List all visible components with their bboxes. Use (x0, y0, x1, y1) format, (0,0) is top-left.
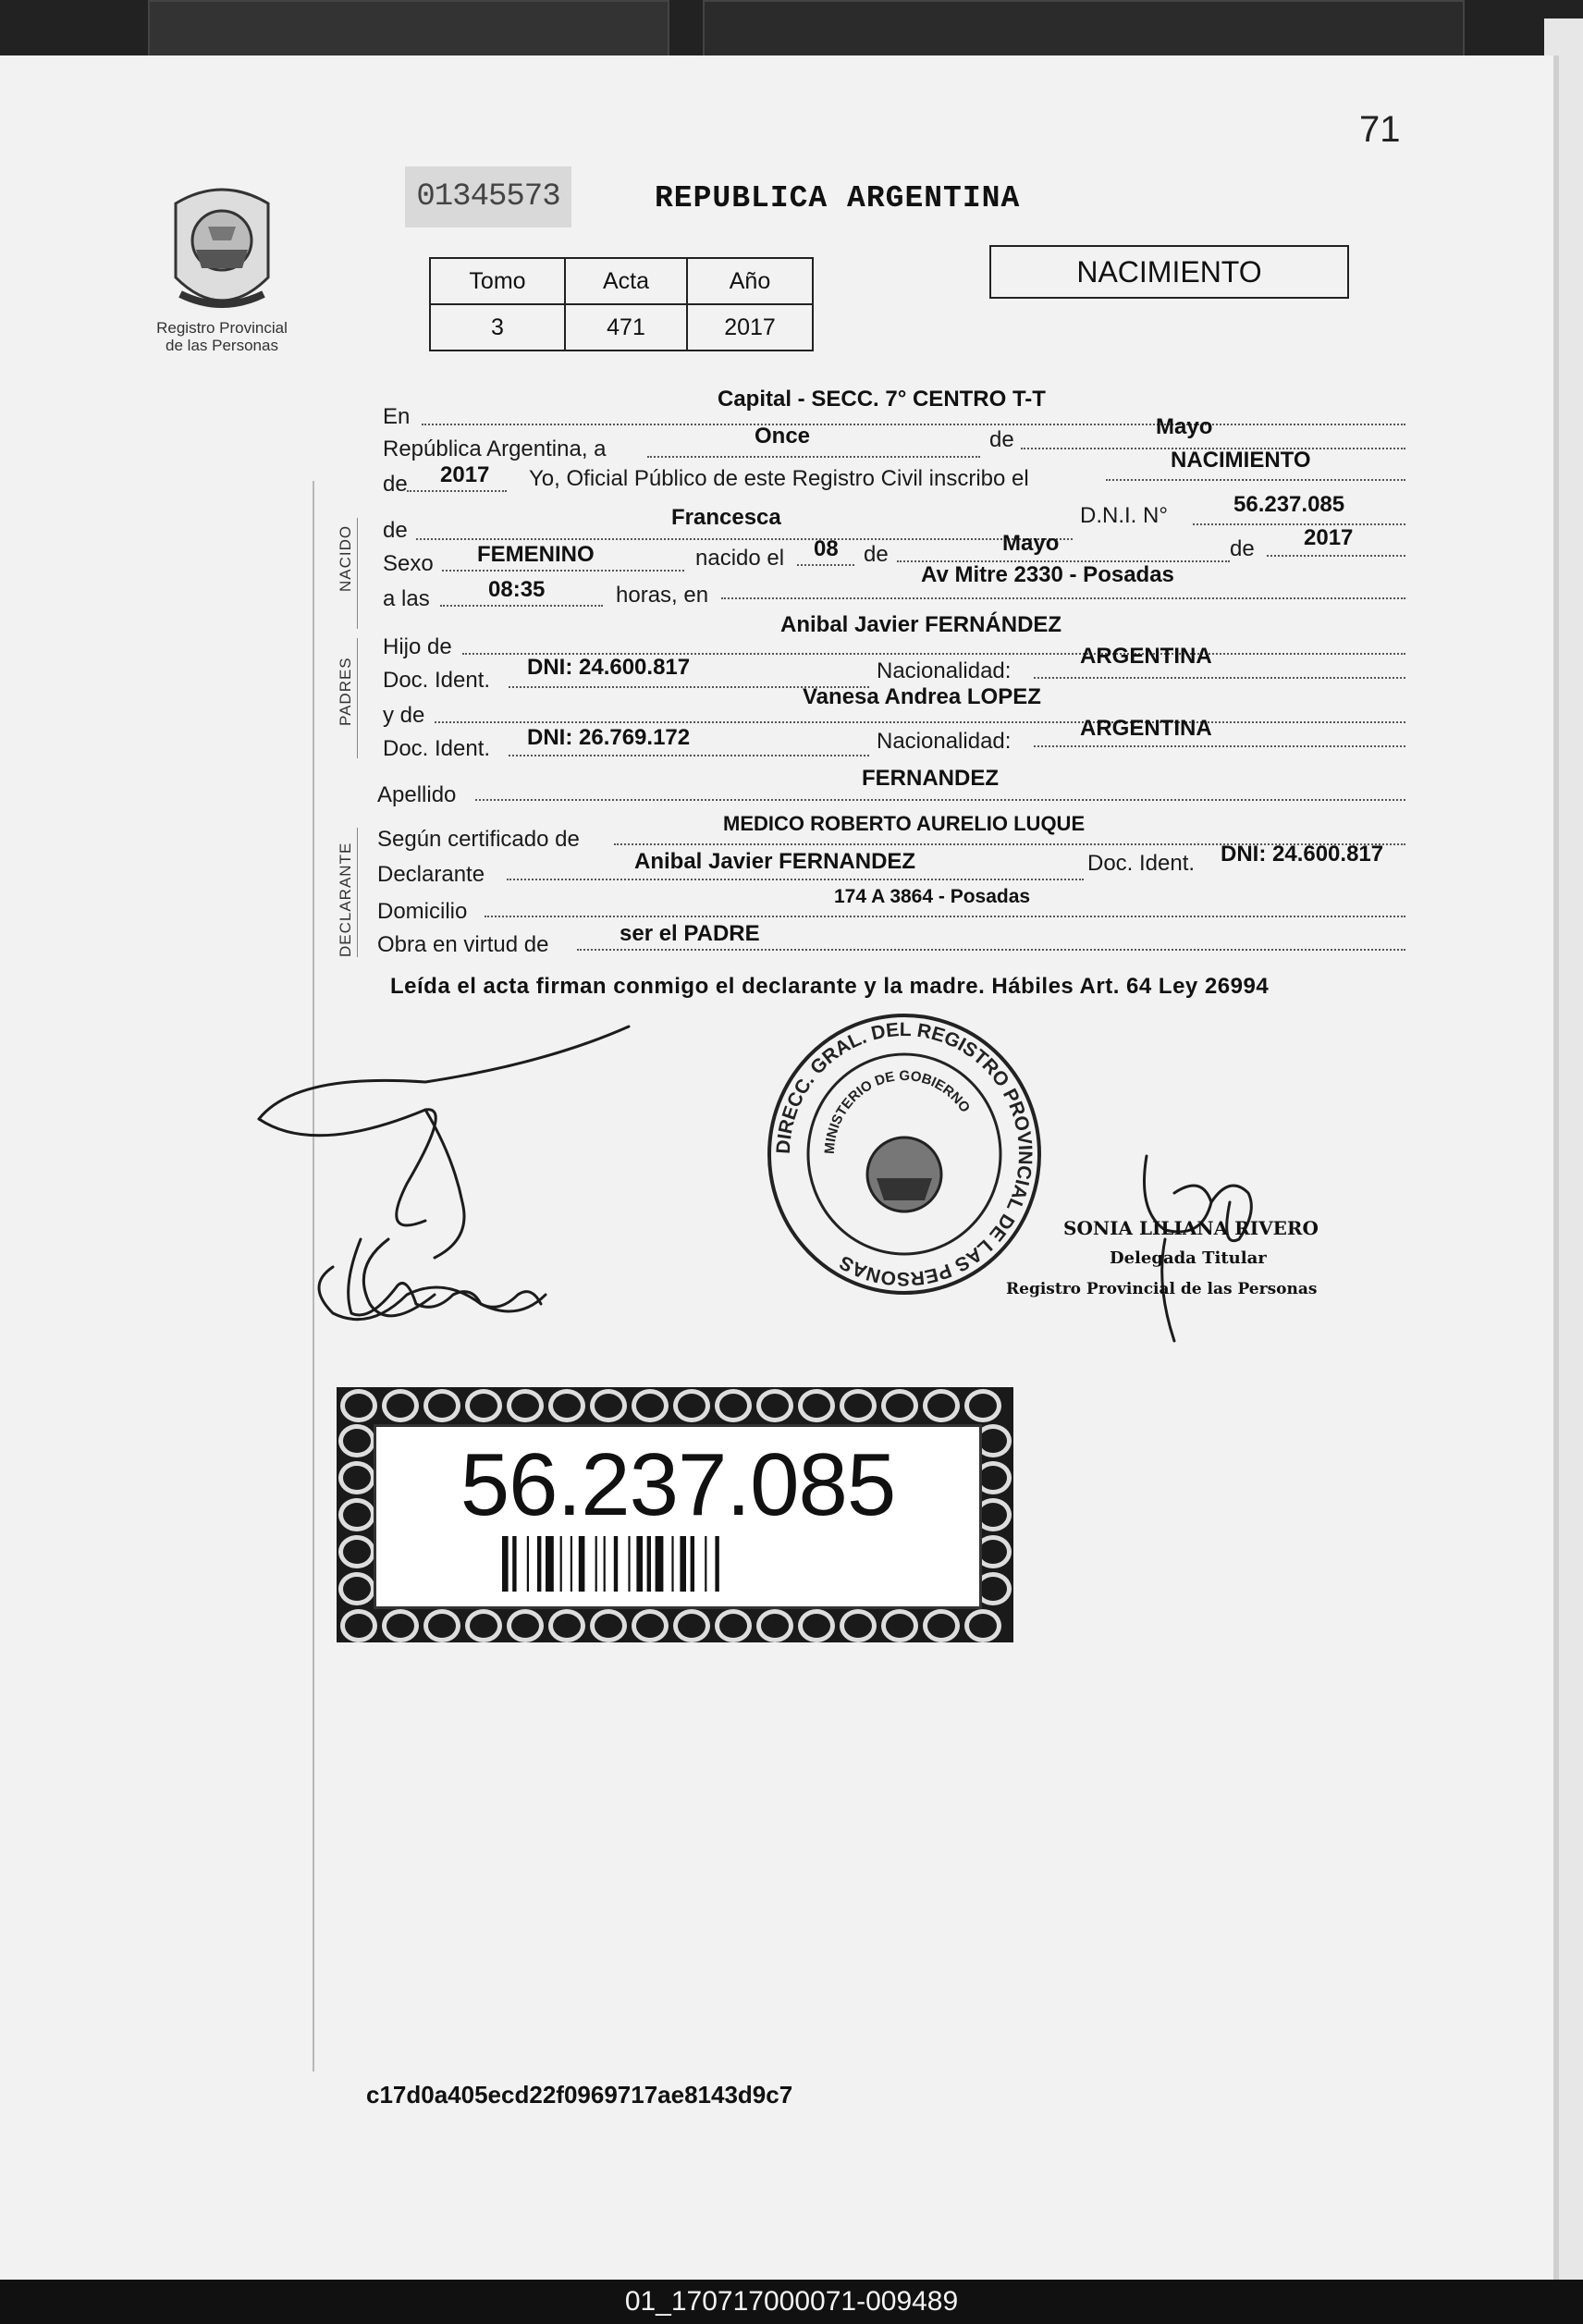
label-de-child: de (383, 518, 408, 543)
official-name: SONIA LILIANA RIVERO (1063, 1217, 1319, 1239)
barcode-bar (636, 1536, 643, 1592)
stamp-outer-text: DIRECC. GRAL. DEL REGISTRO PROVINCIAL DE LAS PERSONAS (772, 1018, 1037, 1290)
province-emblem-icon (157, 176, 287, 333)
border-pattern (423, 1389, 460, 1422)
dotted-line (440, 605, 603, 607)
label-certificado: Según certificado de (377, 827, 580, 852)
border-pattern (338, 1498, 375, 1531)
label-doc-ident: Doc. Ident. (383, 668, 491, 693)
label-declarante: Declarante (377, 862, 485, 887)
border-pattern (507, 1609, 544, 1642)
barcode-bar (527, 1536, 529, 1592)
border-pattern (340, 1609, 377, 1642)
border-pattern (964, 1609, 1001, 1642)
border-pattern (756, 1389, 793, 1422)
value-father-nationality: ARGENTINA (1080, 644, 1212, 669)
label-hijo-de: Hijo de (383, 634, 452, 659)
barcode-bar (671, 1536, 673, 1592)
dotted-line (416, 538, 1073, 540)
border-pattern (338, 1424, 375, 1457)
official-title: Delegada Titular (1110, 1248, 1267, 1268)
barcode-bar (512, 1536, 516, 1592)
barcode-panel (374, 1424, 982, 1609)
border-pattern (338, 1535, 375, 1568)
value-father-doc: DNI: 24.600.817 (527, 655, 691, 680)
dotted-line (485, 916, 1405, 917)
value-birth-month: Mayo (1002, 531, 1060, 556)
dotted-line (435, 721, 1405, 723)
value-month: Mayo (1156, 414, 1213, 439)
value-birth-day: 08 (814, 536, 839, 561)
dotted-line (577, 949, 1405, 951)
table-cell: 2017 (687, 304, 813, 350)
act-table (429, 257, 814, 351)
label-doc-ident: Doc. Ident. (383, 736, 491, 761)
value-place: Capital - SECC. 7° CENTRO T-T (718, 387, 1046, 412)
border-pattern (798, 1389, 835, 1422)
value-certificate: MEDICO ROBERTO AURELIO LUQUE (723, 812, 1086, 835)
barcode-bar (560, 1536, 562, 1592)
side-label-declarante: DECLARANTE (337, 842, 354, 957)
value-birth-time: 08:35 (488, 577, 546, 602)
label-year-prefix: de (383, 472, 408, 497)
serial-number: 01345573 (405, 166, 571, 227)
border-pattern (673, 1609, 710, 1642)
signature-mother (324, 1202, 564, 1341)
barcode-bar (595, 1536, 597, 1592)
dotted-line (797, 564, 854, 566)
dotted-line (1267, 555, 1405, 557)
value-declarant: Anibal Javier FERNANDEZ (634, 849, 916, 874)
value-surname: FERNANDEZ (862, 766, 999, 791)
border-pattern (798, 1609, 835, 1642)
value-child-name: Francesca (671, 505, 781, 530)
registry-label: Registro Provincial de las Personas (156, 319, 288, 354)
border-pattern (840, 1389, 877, 1422)
section-divider (357, 518, 358, 629)
barcode-bar (546, 1536, 554, 1592)
dotted-line (407, 490, 507, 492)
country-heading: REPUBLICA ARGENTINA (655, 181, 1021, 215)
border-pattern (923, 1389, 960, 1422)
dotted-line (1106, 479, 1405, 481)
barcode-bar (715, 1536, 718, 1592)
barcode-bar (656, 1536, 664, 1592)
footer-id: 01_170717000071-009489 (0, 2280, 1583, 2324)
barcode-bar (647, 1536, 651, 1592)
border-pattern (590, 1389, 627, 1422)
border-pattern (548, 1609, 585, 1642)
value-birth-place: Av Mitre 2330 - Posadas (921, 562, 1174, 587)
barcode-bar (614, 1536, 618, 1592)
border-pattern (548, 1389, 585, 1422)
dotted-line (509, 755, 869, 756)
label-y-de: y de (383, 703, 425, 728)
label-obra: Obra en virtud de (377, 932, 549, 957)
border-pattern (715, 1389, 752, 1422)
label-de-month: de (864, 542, 889, 567)
section-divider (357, 638, 358, 758)
value-address: 174 A 3864 - Posadas (834, 886, 1031, 907)
barcode-bar (502, 1536, 509, 1592)
act-type-box: NACIMIENTO (989, 245, 1349, 299)
barcode-icon (502, 1536, 853, 1592)
label-apellido: Apellido (377, 782, 457, 807)
label-nacionalidad: Nacionalidad: (877, 658, 1012, 683)
label-horas-en: horas, en (616, 583, 709, 608)
value-mother-name: Vanesa Andrea LOPEZ (803, 684, 1041, 709)
barcode-bar (537, 1536, 541, 1592)
border-pattern (840, 1609, 877, 1642)
barcode-bar (579, 1536, 585, 1592)
border-pattern (673, 1389, 710, 1422)
border-pattern (507, 1389, 544, 1422)
barcode-bar (628, 1536, 630, 1592)
border-pattern (964, 1389, 1001, 1422)
background-object (148, 0, 669, 63)
label-inscribo: Yo, Oficial Público de este Registro Civil inscribo el (529, 466, 1029, 491)
value-father-name: Anibal Javier FERNÁNDEZ (780, 612, 1062, 637)
dotted-line (442, 570, 684, 572)
border-pattern (465, 1389, 502, 1422)
border-pattern (423, 1609, 460, 1642)
value-mother-nationality: ARGENTINA (1080, 716, 1212, 741)
label-declarant-doc: Doc. Ident. (1087, 851, 1196, 876)
border-pattern (923, 1609, 960, 1642)
border-pattern (881, 1389, 918, 1422)
border-pattern (756, 1609, 793, 1642)
border-pattern (632, 1609, 669, 1642)
value-day: Once (755, 424, 811, 449)
dotted-line (1034, 745, 1405, 747)
table-header: Año (687, 258, 813, 304)
page-number: 71 (1359, 109, 1401, 150)
barcode-bar (705, 1536, 706, 1592)
side-label-padres: PADRES (337, 657, 354, 726)
table-header: Tomo (430, 258, 565, 304)
label-domicilio: Domicilio (377, 899, 468, 924)
border-pattern (590, 1609, 627, 1642)
label-republica: República Argentina, a (383, 437, 607, 461)
border-pattern (382, 1609, 419, 1642)
value-year: 2017 (440, 462, 490, 487)
table-cell: 471 (565, 304, 687, 350)
closing-statement: Leída el acta firman conmigo el declarante y la madre. Hábiles Art. 64 Ley 26994 (390, 974, 1270, 999)
table-cell: 3 (430, 304, 565, 350)
value-declarant-doc: DNI: 24.600.817 (1221, 842, 1384, 867)
side-label-nacido: NACIDO (337, 524, 354, 592)
label-nacionalidad: Nacionalidad: (877, 729, 1012, 754)
border-pattern (382, 1389, 419, 1422)
border-pattern (715, 1609, 752, 1642)
label-en: En (383, 404, 411, 429)
barcode-bar (571, 1536, 572, 1592)
label-nacido-el: nacido el (695, 546, 785, 571)
value-sex: FEMENINO (477, 542, 595, 567)
border-pattern (465, 1609, 502, 1642)
value-mother-doc: DNI: 26.769.172 (527, 725, 691, 750)
dotted-line (1034, 677, 1405, 679)
barcode-bar (604, 1536, 606, 1592)
barcode-label (337, 1387, 1013, 1642)
table-header: Acta (565, 258, 687, 304)
value-role: ser el PADRE (620, 921, 760, 946)
label-dni: D.N.I. N° (1080, 503, 1168, 528)
dotted-line (1193, 523, 1405, 525)
label-a-las: a las (383, 586, 430, 611)
border-pattern (338, 1461, 375, 1494)
label-de-year: de (1230, 536, 1255, 561)
stamp-inner-text: MINISTERIO DE GOBIERNO (821, 1067, 974, 1155)
barcode-number: 56.237.085 (460, 1435, 896, 1534)
dotted-line (475, 799, 1405, 801)
barcode-bar (680, 1536, 686, 1592)
border-pattern (881, 1609, 918, 1642)
barcode-bar (691, 1536, 694, 1592)
dotted-line (422, 424, 1405, 425)
official-registry: Registro Provincial de las Personas (1006, 1280, 1318, 1298)
background-object (703, 0, 1465, 63)
border-pattern (338, 1572, 375, 1605)
value-child-dni: 56.237.085 (1233, 492, 1345, 517)
dotted-line (721, 597, 1405, 599)
dotted-line (647, 456, 980, 458)
document-hash: c17d0a405ecd22f0969717ae8143d9c7 (366, 2081, 793, 2109)
section-divider (357, 828, 358, 957)
value-act: NACIMIENTO (1171, 448, 1311, 473)
dotted-line (507, 879, 1084, 880)
value-birth-year: 2017 (1304, 525, 1354, 550)
border-pattern (632, 1389, 669, 1422)
label-de: de (989, 427, 1014, 452)
label-sexo: Sexo (383, 551, 434, 576)
border-pattern (340, 1389, 377, 1422)
